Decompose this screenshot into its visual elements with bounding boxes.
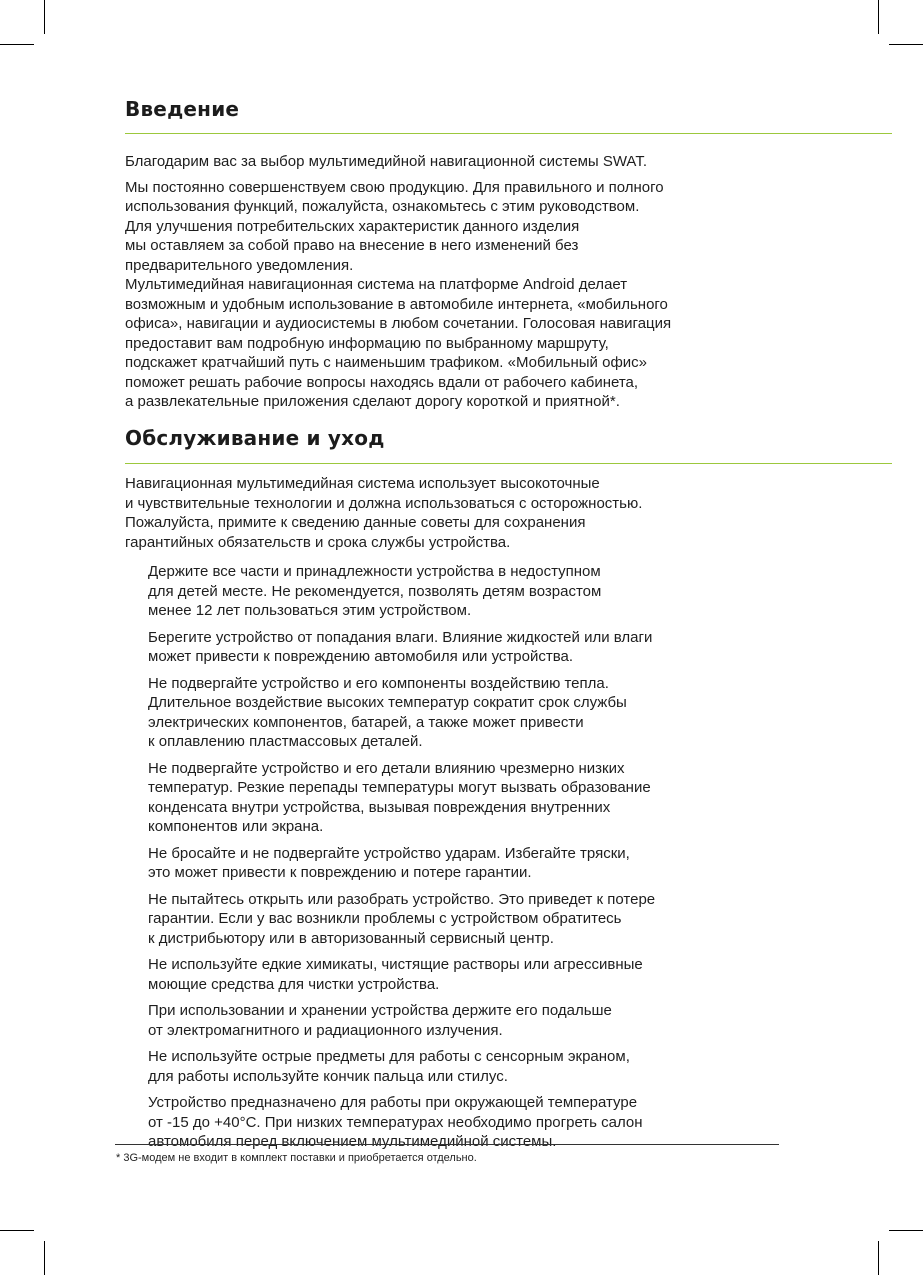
care-lead	[125, 474, 805, 552]
intro-rule	[125, 133, 892, 134]
care-tip: Не используйте едкие химикаты, чистящие растворы или агрессивные моющие средства для чистки устройства.	[148, 956, 643, 993]
footnote-reference: *.	[609, 393, 620, 410]
care-tip: Не подвергайте устройство и его детали влиянию чрезмерно низких температур. Резкие перепады температуры могут вызвать образование конденсата внутри устройства, вызывая повреждения внутренних компонентов или экрана.	[148, 759, 651, 835]
crop-mark	[44, 0, 45, 34]
intro-paragraph-1: Благодарим вас за выбор мультимедийной навигационной системы SWAT.	[125, 153, 647, 170]
intro-heading: Введение	[125, 97, 240, 121]
crop-mark	[0, 1230, 34, 1231]
care-tip: Берегите устройство от попадания влаги. Влияние жидкостей или влаги может привести к повреждению автомобиля или устройства.	[148, 628, 653, 665]
care-tip: Держите все части и принадлежности устройства в недоступном для детей месте. Не рекомендуется, позволять детям возрастом менее 12 лет пользоваться этим устройством.	[148, 563, 602, 619]
intro-paragraph-2	[125, 178, 805, 412]
care-heading: Обслуживание и уход	[125, 426, 385, 450]
care-tip: Не бросайте и не подвергайте устройство ударам. Избегайте тряски, это может привести к повреждению и потере гарантии.	[148, 844, 630, 881]
care-lead-text: Навигационная мультимедийная система использует высокоточные и чувствительные технологии и должна использоваться с осторожностью. Пожалуйста, примите к сведению данные советы для сохранения гарантийных обязательств и срока службы устройства.	[125, 475, 643, 551]
crop-mark	[889, 1230, 923, 1231]
care-tip: Не используйте острые предметы для работы с сенсорным экраном, для работы используйте кончик пальца или стилус.	[148, 1048, 630, 1085]
intro-paragraph-2-text: Мы постоянно совершенствуем свою продукцию. Для правильного и полного использования функций, пожалуйста, ознакомьтесь с этим руководством. Для улучшения потребительских характеристик данного изделия мы оставляем за собой право на внесение в него изменений без предварительного уведомления. Мультимедийная навигационная система на платформе Android делает возможным и удобным использование в автомобиле интернета, «мобильного офиса», навигации и аудиосистемы в любом сочетании. Голосовая навигация предоставит вам подробную информацию по выбранному маршруту, подскажет кратчайший путь с наименьшим трафиком. «Мобильный офис» поможет решать рабочие вопросы находясь вдали от рабочего кабинета, а развлекательные приложения сделают дорогу короткой и приятной	[125, 178, 672, 410]
care-tip: Устройство предназначено для работы при окружающей температуре от -15 до +40°С. При низких температурах необходимо прогреть салон автомобиля перед включением мультимедийной системы.	[148, 1094, 643, 1150]
crop-mark	[878, 1241, 879, 1275]
crop-mark	[44, 1241, 45, 1275]
footnote-rule	[115, 1144, 779, 1145]
crop-mark	[878, 0, 879, 34]
care-tip: При использовании и хранении устройства держите его подальше от электромагнитного и радиационного излучения.	[148, 1002, 612, 1039]
care-tips-list	[148, 562, 788, 1159]
care-rule	[125, 463, 892, 464]
footnote: * 3G-модем не входит в комплект поставки и приобретается отдельно.	[116, 1152, 477, 1164]
care-tip: Не подвергайте устройство и его компоненты воздействию тепла. Длительное воздействие высоких температур сократит срок службы электрических компонентов, батарей, а также может привести к оплавлению пластмассовых деталей.	[148, 674, 627, 750]
intro-text	[125, 152, 805, 412]
crop-mark	[0, 44, 34, 45]
crop-mark	[889, 44, 923, 45]
care-tip: Не пытайтесь открыть или разобрать устройство. Это приведет к потере гарантии. Если у вас возникли проблемы с устройством обратитесь к дистрибьютору или в авторизованный сервисный центр.	[148, 890, 656, 947]
